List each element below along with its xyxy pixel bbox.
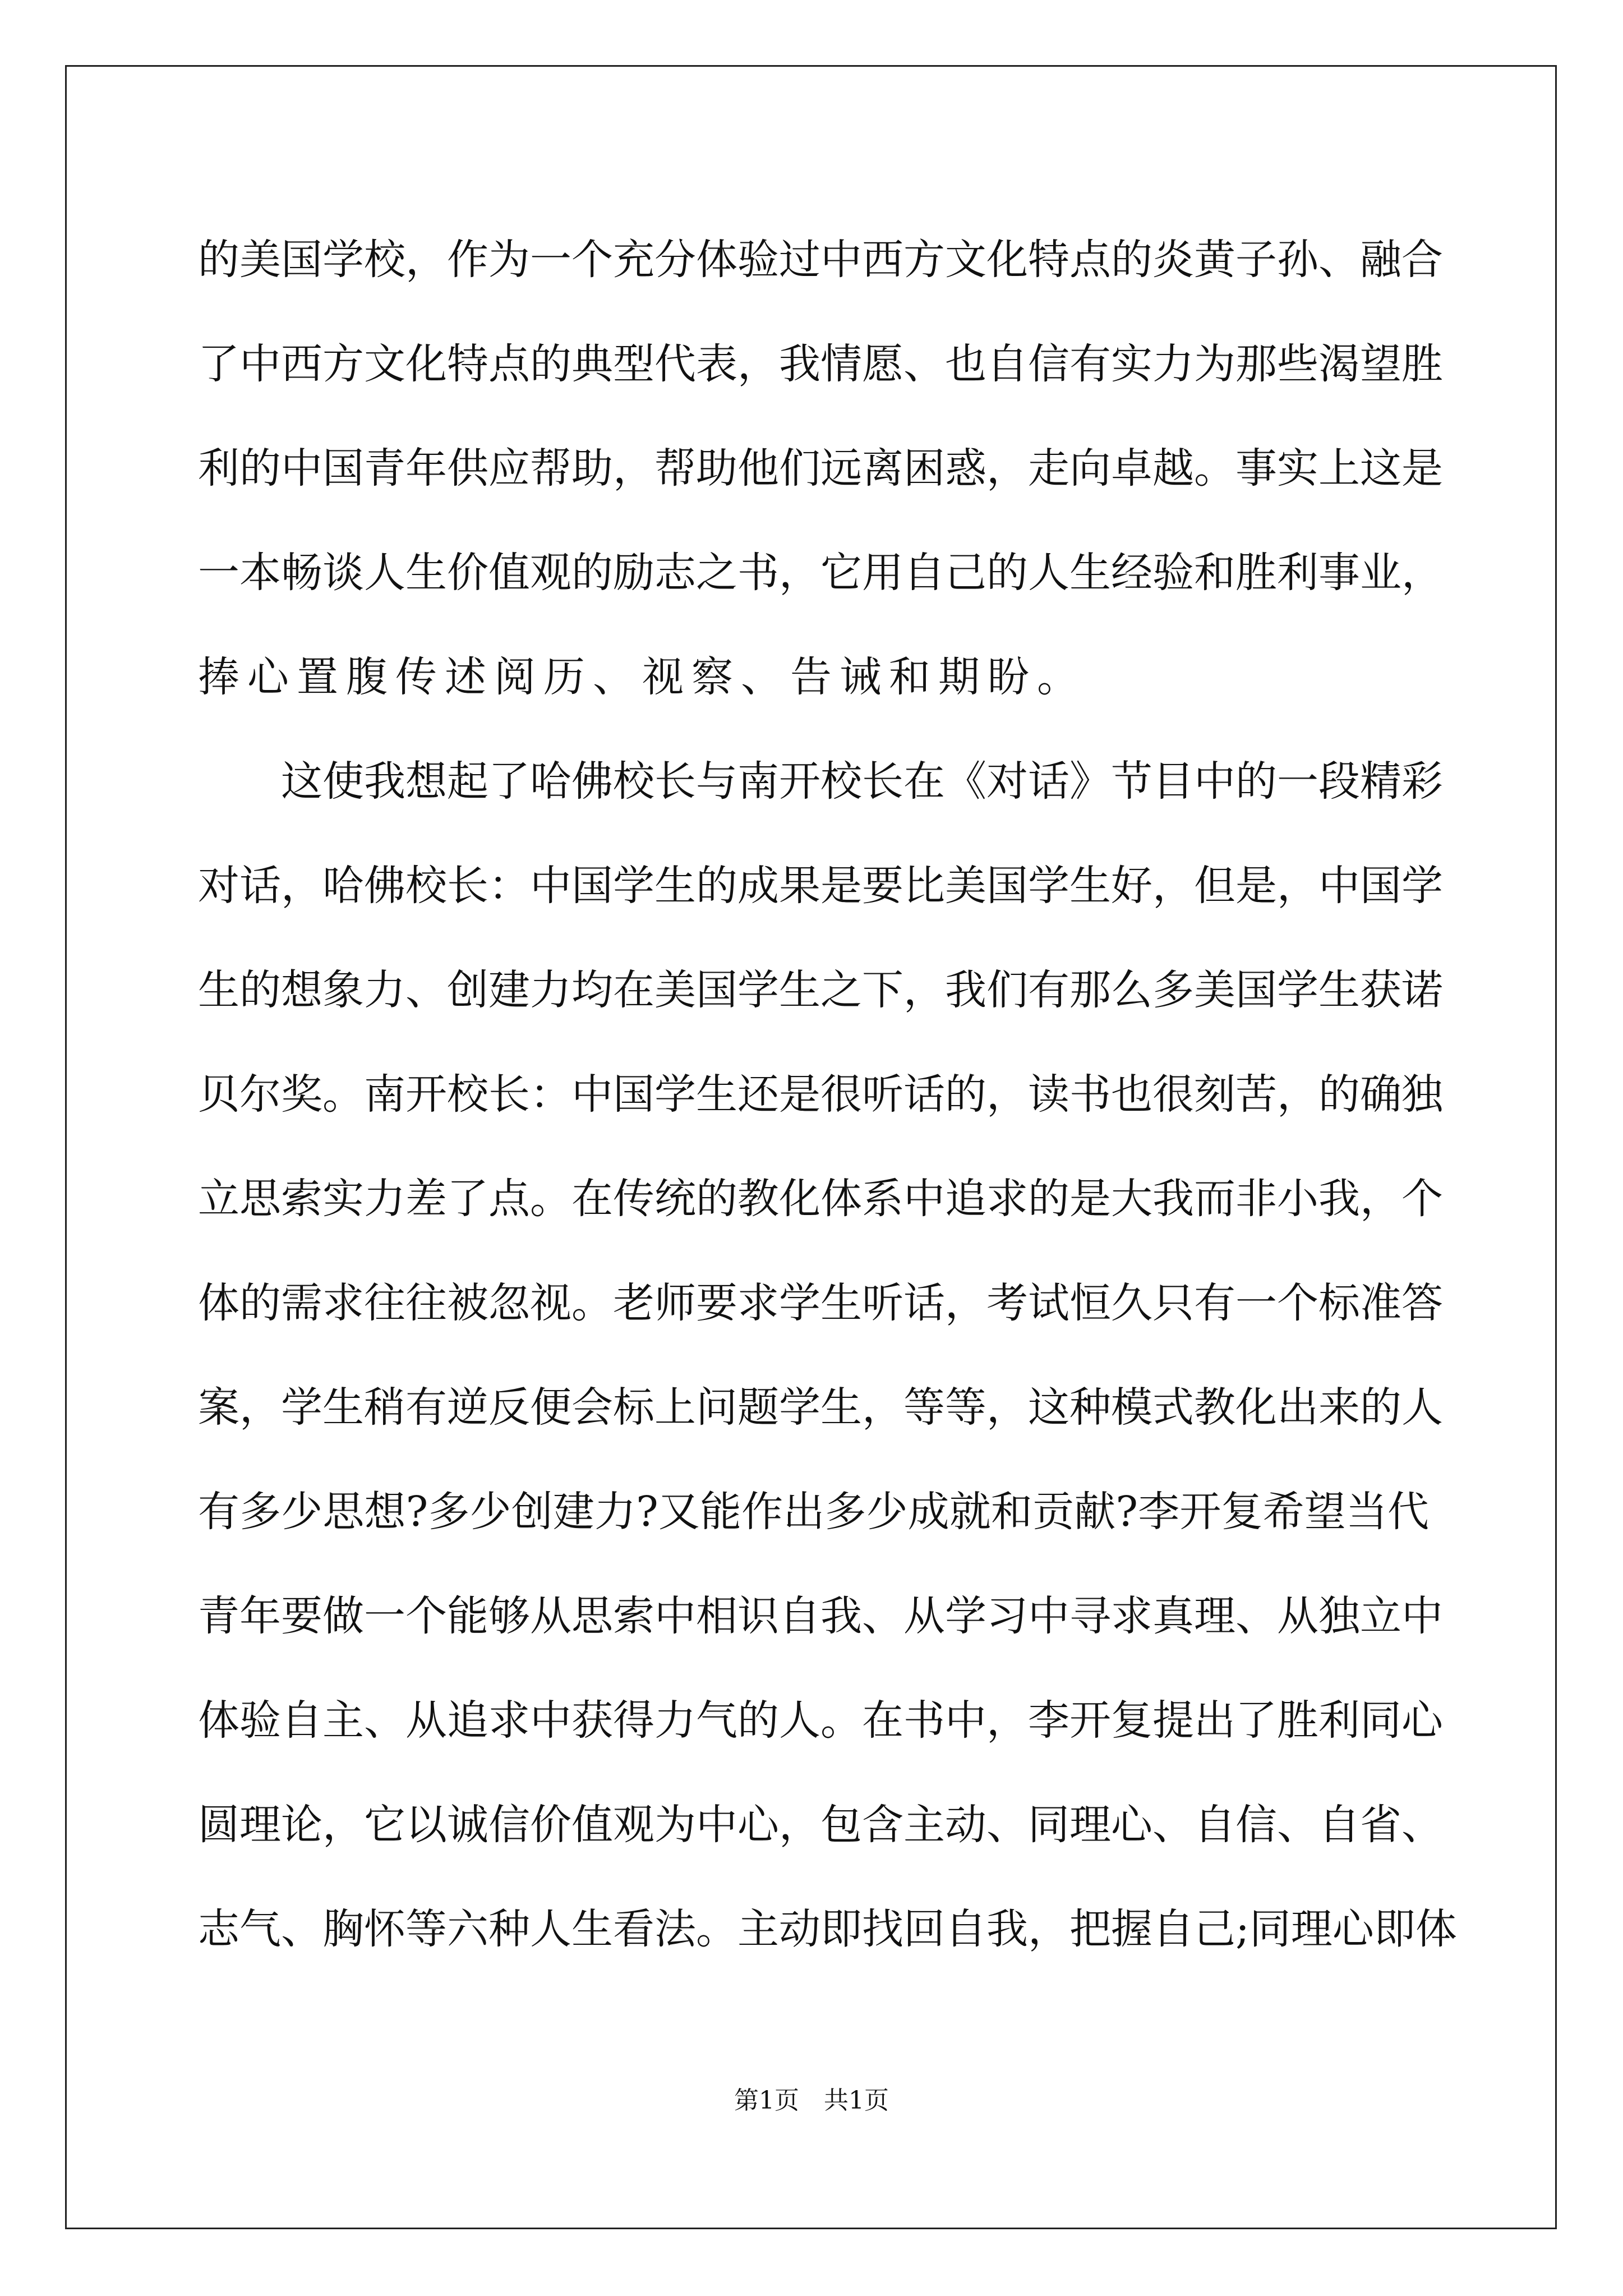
text-line: 这使我想起了哈佛校长与南开校长在《对话》节目中的一段精彩 bbox=[281, 757, 1443, 806]
text-line: 生的想象力、创建力均在美国学生之下，我们有那么多美国学生获诺 bbox=[198, 966, 1443, 1014]
text-line: 利的中国青年供应帮助，帮助他们远离困惑，走向卓越。事实上这是 bbox=[198, 444, 1443, 493]
page-number: 第1页 bbox=[734, 2086, 799, 2115]
text-line: 一本畅谈人生价值观的励志之书，它用自己的人生经验和胜利事业， bbox=[198, 549, 1443, 597]
text-line: 有多少思想?多少创建力?又能作出多少成就和贡献?李开复希望当代 bbox=[198, 1488, 1429, 1536]
text-line: 体验自主、从追求中获得力气的人。在书中，李开复提出了胜利同心 bbox=[198, 1696, 1443, 1745]
text-line: 捧心置腹传述阅历、视察、告诫和期盼。 bbox=[198, 653, 1086, 701]
text-line: 贝尔奖。南开校长：中国学生还是很听话的，读书也很刻苦，的确独 bbox=[198, 1070, 1443, 1119]
text-line: 对话，哈佛校长：中国学生的成果是要比美国学生好，但是，中国学 bbox=[198, 862, 1443, 910]
text-line: 圆理论，它以诚信价值观为中心，包含主动、同理心、自信、自省、 bbox=[198, 1801, 1443, 1849]
text-line: 的美国学校，作为一个充分体验过中西方文化特点的炎黄子孙、融合 bbox=[198, 236, 1443, 284]
document-body bbox=[198, 208, 1457, 1981]
text-line: 案，学生稍有逆反便会标上问题学生，等等，这种模式教化出来的人 bbox=[198, 1383, 1443, 1432]
page-footer bbox=[0, 2084, 1623, 2118]
text-line: 了中西方文化特点的典型代表，我情愿、也自信有实力为那些渴望胜 bbox=[198, 340, 1443, 388]
page-total: 共1页 bbox=[824, 2086, 889, 2115]
text-line: 青年要做一个能够从思索中相识自我、从学习中寻求真理、从独立中 bbox=[198, 1592, 1443, 1640]
text-line: 志气、胸怀等六种人生看法。主动即找回自我，把握自己;同理心即体 bbox=[198, 1905, 1457, 1953]
text-line: 体的需求往往被忽视。老师要求学生听话，考试恒久只有一个标准答 bbox=[198, 1279, 1443, 1327]
text-line: 立思索实力差了点。在传统的教化体系中追求的是大我而非小我，个 bbox=[198, 1175, 1443, 1223]
